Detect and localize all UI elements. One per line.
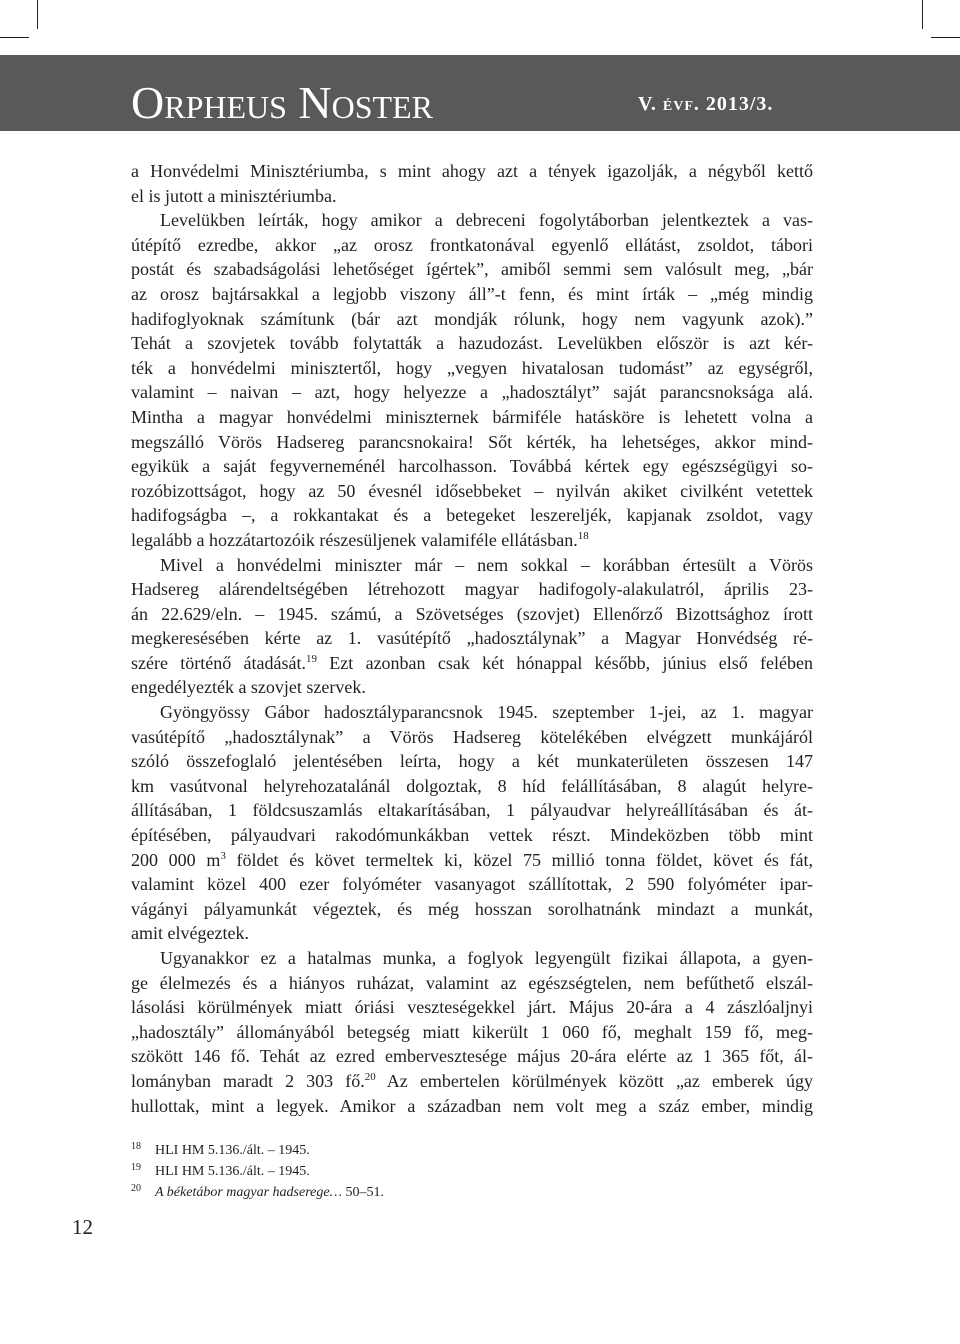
footnote-text: 50–51. bbox=[345, 1185, 385, 1200]
text-line: ge élelmezés és a hiányos ruházat, valamint az egészségtelen, nem befűthető elszál- bbox=[131, 972, 813, 993]
text-line: Levelükben leírták, hogy amikor a debreceni fogolytáborban jelentkeztek a vas- bbox=[160, 210, 813, 231]
crop-mark bbox=[922, 0, 923, 29]
text-line: Ugyanakkor ez a hatalmas munka, a foglyok legyengült fizikai állapota, a gyen- bbox=[160, 948, 813, 968]
paragraph bbox=[131, 946, 813, 1118]
text-line bbox=[131, 848, 813, 873]
text-line: postát és szabadságolási lehetőséget ígértek”, amiből semmi sem valósult meg, „bár bbox=[131, 259, 813, 280]
text-line-segment: szére történő átadását. bbox=[131, 652, 306, 673]
footnote-number: 18 bbox=[131, 1141, 141, 1152]
text-line: vasútépítő „hadosztálynak” a Vörös Hadsereg kötelékében elvégzett munkájáról bbox=[131, 726, 813, 747]
issue-label: V. évf. 2013/3. bbox=[638, 93, 774, 115]
text-line: el is jutott a minisztériumba. bbox=[131, 185, 337, 206]
text-line: valamint – naivan – azt, hogy helyezze a „hadosztályt” saját parancsnoksága alá. bbox=[131, 382, 813, 403]
text-line: Hadsereg alárendeltségében létrehozott magyar hadifogoly-alakulatról, április 23- bbox=[131, 579, 813, 600]
footnote-ref: 19 bbox=[306, 652, 317, 665]
text-line: állításában, 1 földcsuszamlás eltakarításában, 1 pályaudvar helyreállításában és át- bbox=[131, 800, 813, 821]
body-text bbox=[131, 159, 813, 1118]
text-line: építésében, pályaudvari rakodómunkákban vettek részt. Mindeközben több mint bbox=[131, 825, 813, 846]
text-line: valamint közel 400 ezer folyóméter vasanyagot szállítottak, 2 590 folyóméter ipar- bbox=[131, 874, 813, 895]
text-line: hadifogságba –, a rokkantakat és a betegeket leszereljék, kapjanak zsoldot, vagy bbox=[131, 505, 813, 526]
text-line: útépítő ezredbe, akkor „az orosz frontkatonával egyenlő ellátást, zsoldot, tábori bbox=[131, 234, 813, 255]
text-line: az orosz bajtársakkal a legjobb viszony áll”-t fenn, és mint írták – „még mindig bbox=[131, 283, 813, 304]
text-line: vágányi pályamunkát végeztek, és még hosszan sorolhatnánk mindazt a munkát, bbox=[131, 898, 813, 919]
text-line bbox=[131, 1069, 813, 1094]
text-line: km vasútvonal helyrehozatalánál dolgoztak, 8 híd felállításában, 8 alagút helyre- bbox=[131, 775, 813, 796]
footnote bbox=[131, 1182, 813, 1203]
text-line: lásolási körülmények miatt óriási veszteségekkel járt. Május 20-ára a 4 zászlóaljnyi bbox=[131, 997, 813, 1018]
paragraph bbox=[131, 159, 813, 208]
text-line: egyikük a saját fegyverneménél harcolhasson. Továbbá kértek egy egészségügyi so- bbox=[131, 456, 813, 477]
text-line bbox=[131, 651, 813, 676]
text-line-segment: lományban maradt 2 303 fő. bbox=[131, 1070, 365, 1091]
journal-title: Orpheus Noster bbox=[131, 77, 433, 128]
footnote-number: 20 bbox=[131, 1183, 141, 1194]
superscript: 3 bbox=[220, 849, 226, 862]
text-line-segment: 200 000 m bbox=[131, 849, 221, 870]
footnote-ref: 18 bbox=[577, 529, 589, 542]
text-line: a Honvédelmi Minisztériumba, s mint ahogy azt a tények igazolják, a négyből kettő bbox=[131, 161, 813, 181]
text-line: hadifoglyoknak számítunk (bár azt mondják rólunk, hogy nem vagyunk azok).” bbox=[131, 308, 813, 329]
text-line: szóló összefoglaló jelentésében leírta, hogy a két munkaterületen összesen 147 bbox=[131, 751, 813, 772]
text-line: megkeresésében kérte az 1. vasútépítő „hadosztálynak” a Magyar Honvédség ré- bbox=[131, 628, 813, 649]
text-line bbox=[131, 528, 813, 553]
crop-mark bbox=[37, 0, 38, 29]
text-line: Mivel a honvédelmi miniszter már – nem sokkal – korábban értesült a Vörös bbox=[160, 554, 813, 575]
page-number: 12 bbox=[72, 1215, 93, 1239]
text-line: engedélyezték a szovjet szervek. bbox=[131, 677, 366, 698]
footnote-ref: 20 bbox=[364, 1070, 376, 1083]
text-line: Mintha a magyar honvédelmi miniszternek bármiféle hatásköre is lehetett volna a bbox=[131, 406, 813, 427]
footnote-text: HLI HM 5.136./ált. – 1945. bbox=[155, 1164, 310, 1179]
text-line: amit elvégeztek. bbox=[131, 923, 249, 944]
text-line: megszálló Vörös Hadsereg parancsnokaira! Sőt kérték, ha lehetséges, akkor mind- bbox=[131, 431, 813, 452]
text-line: „hadosztály” állományából betegség miatt kikerült 1 060 fő, meghalt 159 fő, meg- bbox=[131, 1021, 813, 1042]
paragraph bbox=[131, 700, 813, 946]
text-line-segment: Az embertelen körülmények között „az emberek úgy bbox=[386, 1070, 813, 1091]
footnote-source-title: A béketábor magyar hadserege… bbox=[155, 1185, 343, 1200]
text-line: szökött 146 fő. Tehát az ezred embervesztesége május 20-ára elérte az 1 365 főt, ál- bbox=[131, 1046, 813, 1067]
text-line: án 22.629/eln. – 1945. számú, a Szövetséges (szovjet) Ellenőrző Bizottsághoz írott bbox=[131, 603, 813, 624]
text-line-segment: Ezt azonban csak két hónappal később, június első felében bbox=[329, 652, 813, 673]
text-line: ték a honvédelmi minisztertől, hogy „vegyen hivatalosan tudomást” az egységről, bbox=[131, 357, 813, 378]
crop-mark bbox=[0, 37, 29, 38]
text-line: hullottak, mint a legyek. Amikor a században nem volt meg a száz ember, mindig bbox=[131, 1095, 813, 1116]
footnote bbox=[131, 1140, 813, 1161]
footnote-text: HLI HM 5.136./ált. – 1945. bbox=[155, 1143, 310, 1158]
paragraph bbox=[131, 553, 813, 701]
text-line: Gyöngyössy Gábor hadosztályparancsnok 1945. szeptember 1-jei, az 1. magyar bbox=[160, 702, 813, 723]
text-line: rozóbizottságot, hogy az 50 évesnél idősebbeket – nyilván akiket civilként vetettek bbox=[131, 480, 813, 501]
text-line-segment: földet és követ termeltek ki, közel 75 millió tonna földet, követ és fát, bbox=[236, 849, 813, 870]
text-line-segment: legalább a hozzátartozóik részesüljenek valamiféle ellátásban. bbox=[131, 529, 578, 550]
footnotes bbox=[131, 1140, 813, 1203]
footnote bbox=[131, 1161, 813, 1182]
footnote-number: 19 bbox=[131, 1162, 141, 1173]
paragraph bbox=[131, 208, 813, 552]
text-line: Tehát a szovjetek tovább folytatták a hazudozást. Levelükben először is azt kér- bbox=[131, 333, 813, 354]
crop-mark bbox=[931, 37, 960, 38]
